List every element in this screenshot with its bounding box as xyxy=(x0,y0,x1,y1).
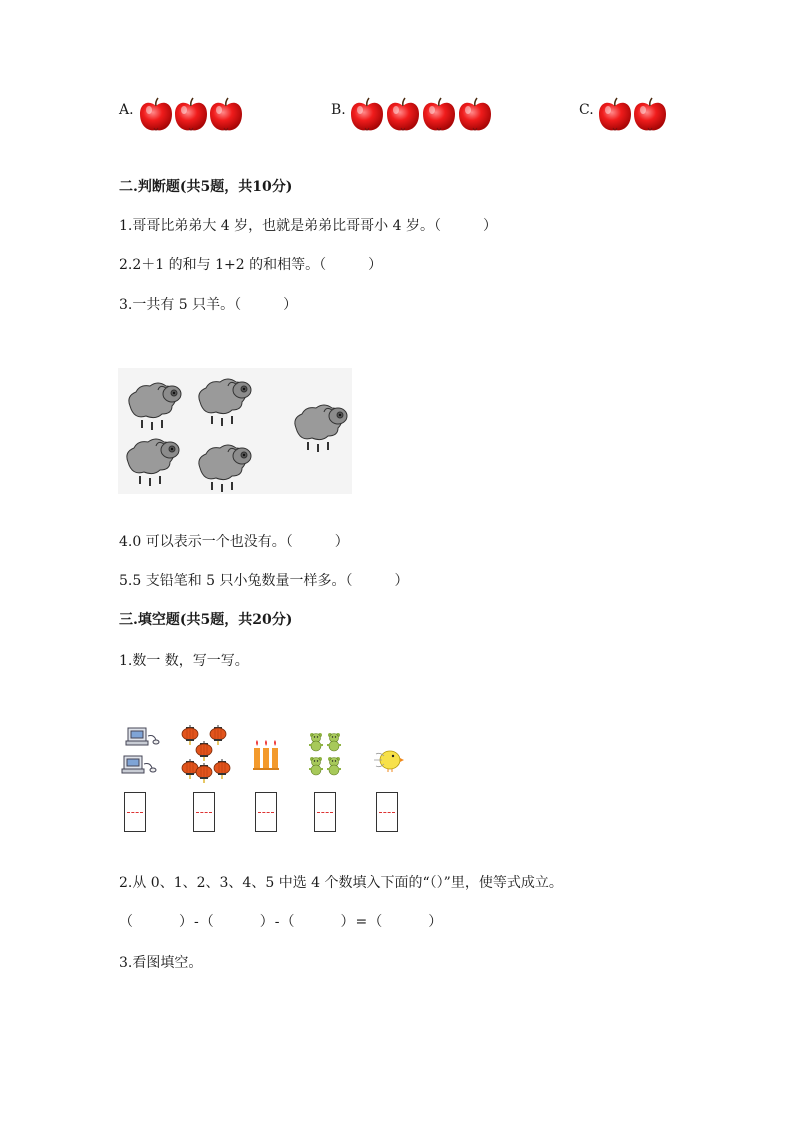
apple-icon xyxy=(385,96,421,134)
answer-box[interactable] xyxy=(314,792,336,832)
apple-icon xyxy=(421,96,457,134)
fill-question-2: 2.从 0、1、2、3、4、5 中选 4 个数填入下面的“（）”里，使等式成立。 xyxy=(119,875,563,891)
apple-icon xyxy=(349,96,385,134)
judge-question-1: 1.哥哥比弟弟大 4 岁，也就是弟弟比哥哥小 4 岁。（ ） xyxy=(119,218,497,234)
answer-box[interactable] xyxy=(255,792,277,832)
chick-icon xyxy=(370,744,404,774)
fill-question-1: 1.数一 数，写一写。 xyxy=(119,653,249,669)
bear-icon xyxy=(306,732,346,778)
equation-blanks[interactable]: （ ）-（ ）-（ ）=（ ） xyxy=(119,914,444,930)
section-2-title: 二.判断题(共5题，共10分) xyxy=(119,179,293,195)
judge-question-4: 4.0 可以表示一个也没有。（ ） xyxy=(119,534,349,550)
lantern-icon xyxy=(178,722,234,784)
apple-icon xyxy=(173,96,209,134)
apple-icon xyxy=(138,96,174,134)
option-c-label: C. xyxy=(579,102,594,118)
judge-question-3: 3.一共有 5 只羊。（ ） xyxy=(119,297,298,313)
sheep-icon xyxy=(192,438,256,494)
candle-icon xyxy=(250,740,282,772)
sheep-icon xyxy=(288,398,352,454)
answer-box[interactable] xyxy=(193,792,215,832)
option-a-label: A. xyxy=(119,102,134,118)
sheep-picture xyxy=(118,368,352,494)
apple-icon xyxy=(457,96,493,134)
answer-box[interactable] xyxy=(376,792,398,832)
apple-icon xyxy=(208,96,244,134)
answer-box[interactable] xyxy=(124,792,146,832)
fill-question-3: 3.看图填空。 xyxy=(119,955,203,971)
sheep-icon xyxy=(120,432,184,488)
apple-icon xyxy=(597,96,633,134)
computer-icon xyxy=(118,726,162,784)
sheep-icon xyxy=(122,376,186,432)
sheep-icon xyxy=(192,372,256,428)
apple-icon xyxy=(632,96,668,134)
judge-question-2: 2.2＋1 的和与 1+2 的和相等。（ ） xyxy=(119,257,383,273)
option-b-label: B. xyxy=(331,102,346,118)
section-3-title: 三.填空题(共5题，共20分) xyxy=(119,612,293,628)
judge-question-5: 5.5 支铅笔和 5 只小兔数量一样多。（ ） xyxy=(119,573,409,589)
